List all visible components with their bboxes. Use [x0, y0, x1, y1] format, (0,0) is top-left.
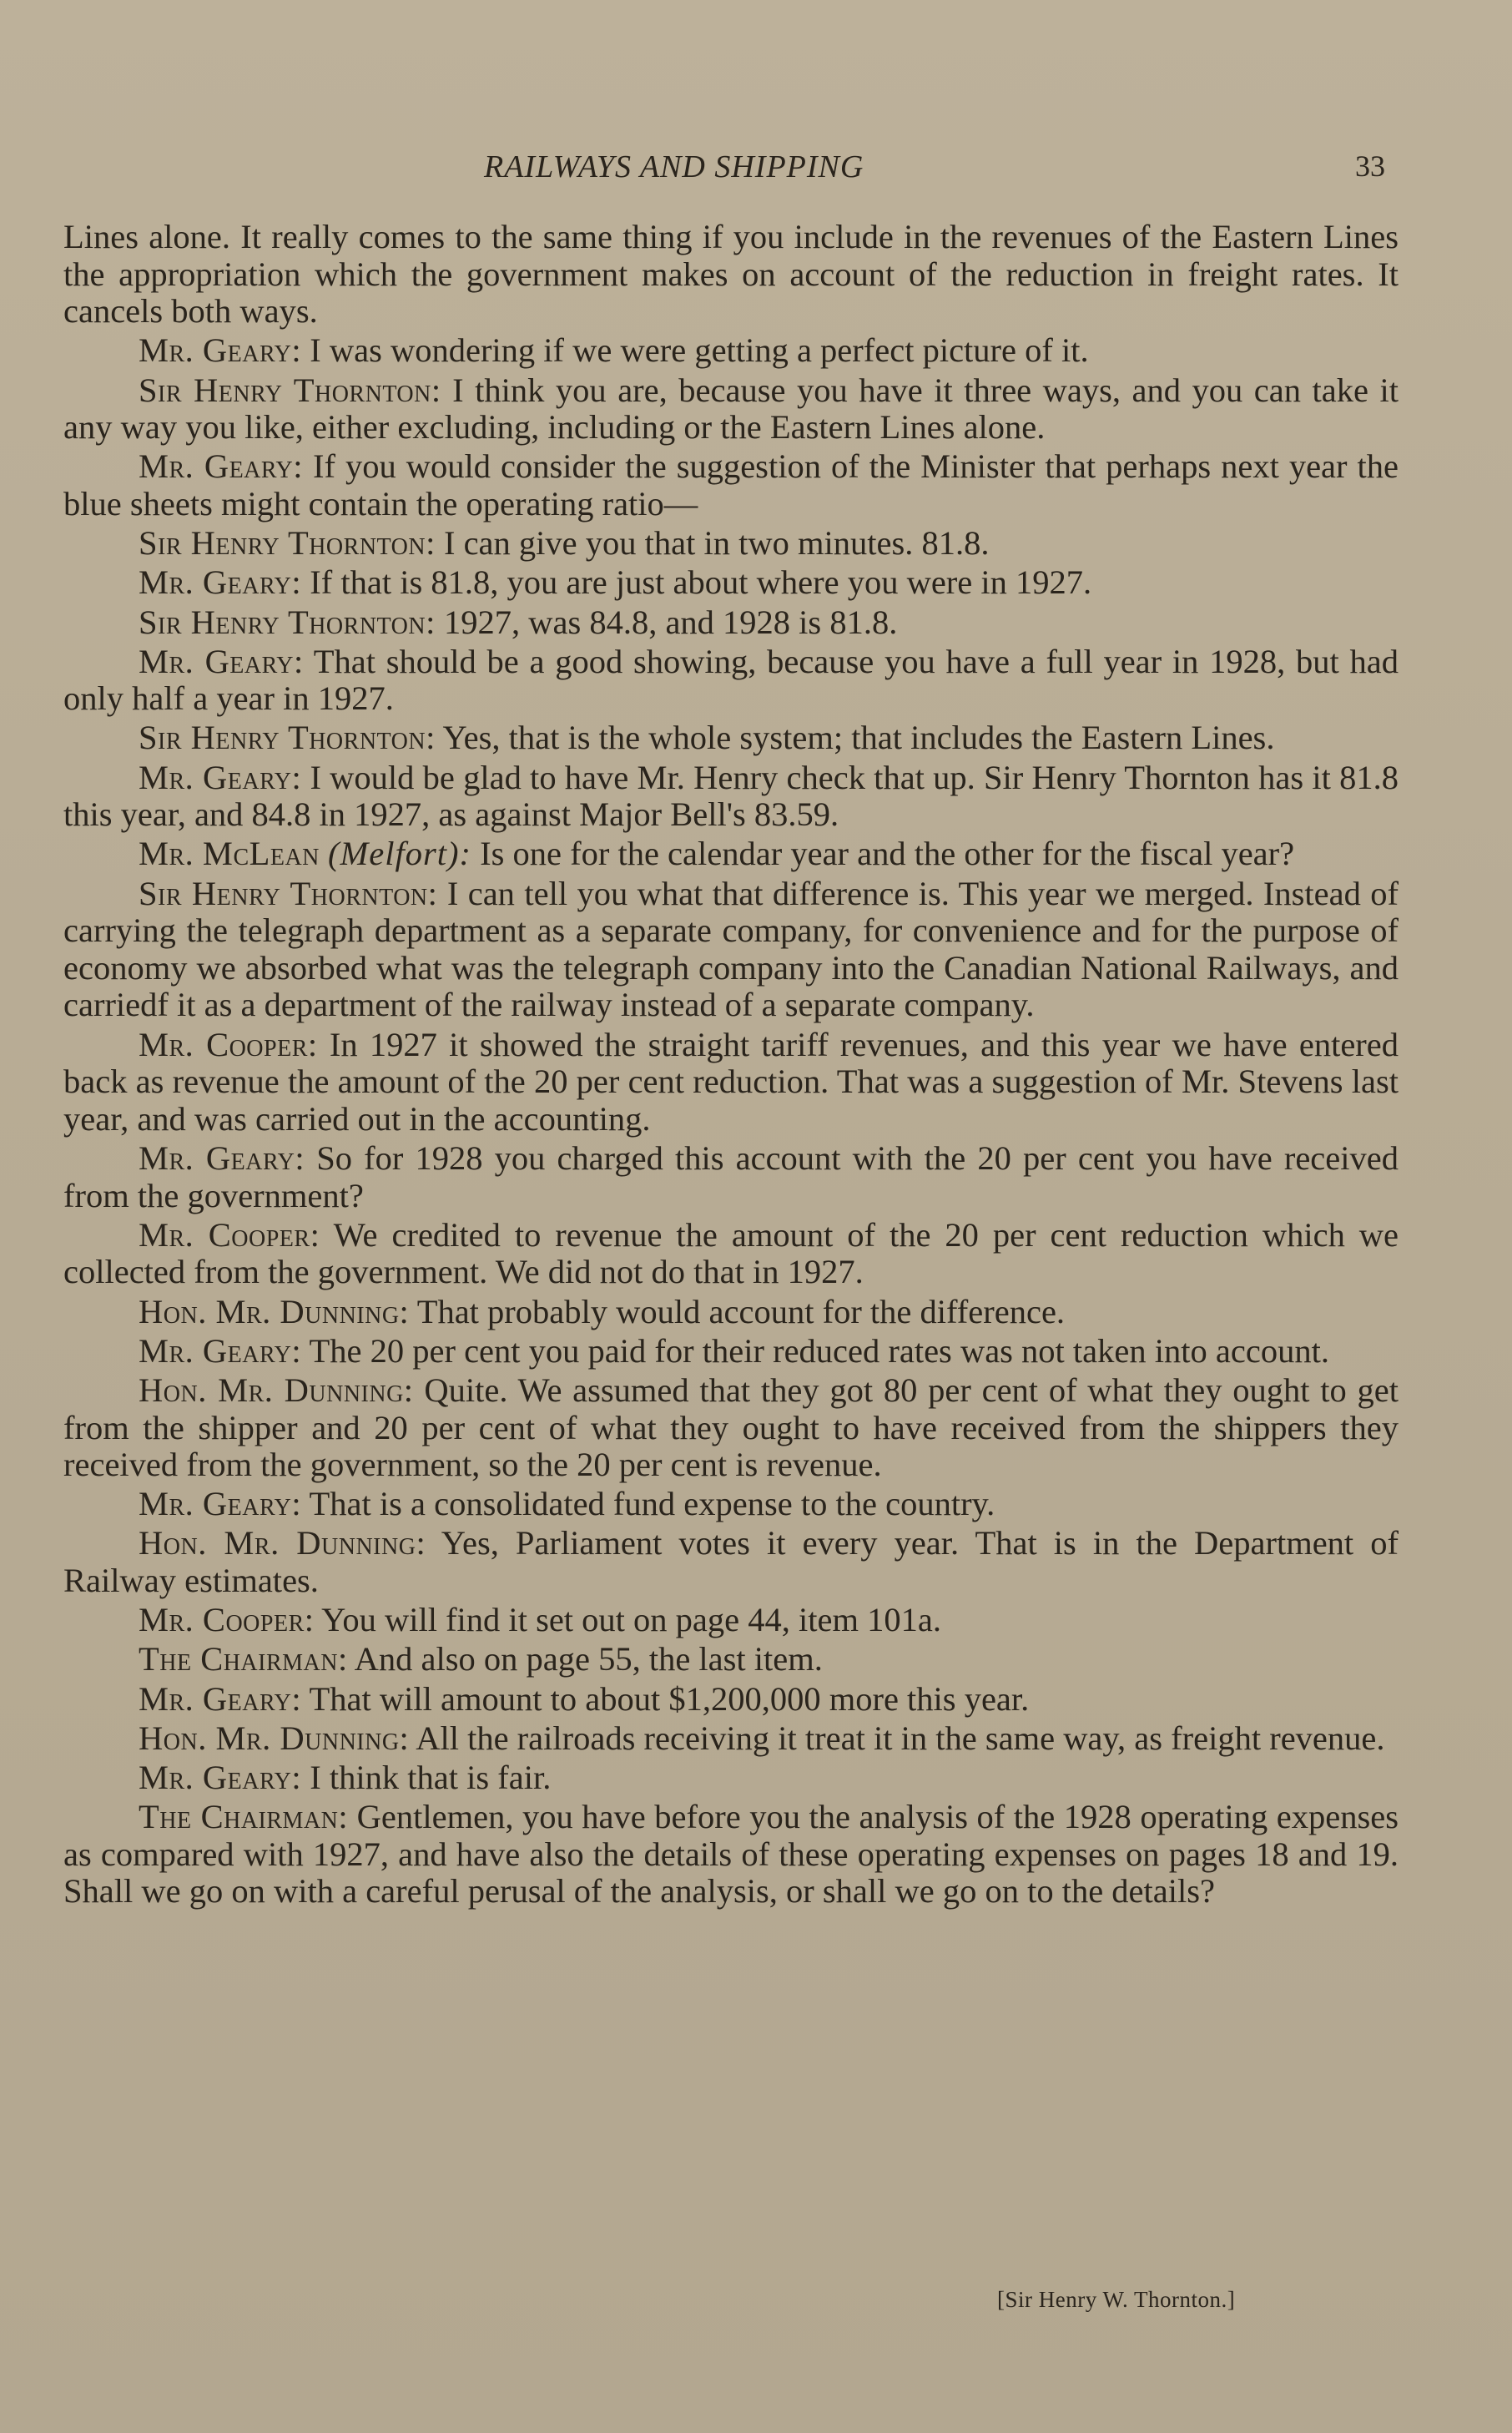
- paragraph-text: I would be glad to have Mr. Henry check that up. Sir Henry Thornton has it 81.8 this year, and 84.8 in 1927, as against Major Bell's 83.59.: [63, 758, 1399, 834]
- speaker-footnote: [Sir Henry W. Thornton.]: [997, 2287, 1236, 2312]
- speech-paragraph: [63, 1217, 1399, 1291]
- speech-paragraph: [63, 1372, 1399, 1484]
- speaker-name: Hon. Mr. Dunning:: [139, 1370, 414, 1409]
- paragraph-text: That probably would account for the difference.: [416, 1292, 1066, 1330]
- speaker-name: Mr. Geary:: [139, 447, 303, 486]
- speaker-name: Mr. Geary:: [139, 1759, 302, 1796]
- running-title: RAILWAYS AND SHIPPING: [484, 149, 864, 184]
- speech-paragraph: [63, 644, 1399, 718]
- speech-paragraph: [63, 719, 1399, 757]
- paragraph-text: In 1927 it showed the straight tariff revenues, and this year we have entered back as revenue the amount of the 20 per cent reduction. That was a suggestion of Mr. Stevens last year, and was carried out in the accounting.: [63, 1025, 1399, 1138]
- speech-paragraph: [63, 835, 1399, 873]
- speech-paragraph: [63, 1799, 1399, 1911]
- paragraph-text: 1927, was 84.8, and 1928 is 81.8.: [443, 603, 898, 641]
- paragraph-text: Yes, that is the whole system; that includes the Eastern Lines.: [442, 719, 1275, 757]
- paragraph-text: So for 1928 you charged this account with the 20 per cent you have received from the government?: [63, 1138, 1399, 1214]
- speaker-name: Mr. Geary:: [139, 331, 302, 370]
- speech-paragraph: [63, 448, 1399, 522]
- speaker-name: Hon. Mr. Dunning:: [139, 1719, 410, 1757]
- speech-paragraph: [63, 1486, 1399, 1523]
- speaker-name: Mr. Cooper:: [139, 1601, 315, 1639]
- speaker-name: Sir Henry Thornton:: [139, 371, 441, 409]
- paragraph-text: Is one for the calendar year and the other for the fiscal year?: [480, 835, 1295, 873]
- speaker-name: Sir Henry Thornton:: [139, 874, 438, 912]
- paragraph-text: I can tell you what that difference is. This year we merged. Instead of carrying the telegraph department as a separate company, for convenience and for the purpose of economy we absorbed what was the telegraph company into the Canadian National Railways, and carriedf it as a department of the railway instead of a separate company.: [63, 874, 1399, 1024]
- page-number: 33: [1355, 149, 1385, 183]
- paragraph-text: Yes, Parliament votes it every year. That is in the Department of Railway estimates.: [63, 1524, 1399, 1600]
- paragraph-text: I can give you that in two minutes. 81.8.: [443, 524, 990, 563]
- speaker-riding: (Melfort):: [328, 835, 471, 873]
- paragraph-text: That will amount to about $1,200,000 more this year.: [309, 1679, 1030, 1718]
- transcript-body: [63, 219, 1399, 1913]
- speech-paragraph: [63, 876, 1399, 1024]
- speaker-name: Mr. Geary:: [139, 642, 304, 680]
- speech-paragraph: [63, 1294, 1399, 1331]
- speaker-name: Sir Henry Thornton:: [139, 603, 436, 641]
- speech-paragraph: [63, 760, 1399, 834]
- speech-paragraph: [63, 564, 1399, 602]
- speech-paragraph: [63, 1602, 1399, 1639]
- paragraph-text: You will find it set out on page 44, item 101a.: [321, 1601, 941, 1639]
- paragraph-text: That is a consolidated fund expense to the country.: [309, 1485, 995, 1523]
- speaker-name: Mr. Geary:: [139, 758, 302, 796]
- paragraph-text: If you would consider the suggestion of the Minister that perhaps next year the blue sheets might contain the operating ratio—: [63, 447, 1399, 522]
- paragraph-text: That should be a good showing, because you have a full year in 1928, but had only half a year in 1927.: [63, 642, 1399, 718]
- speech-paragraph: [63, 332, 1399, 370]
- speaker-name: Mr. Geary:: [139, 1679, 302, 1718]
- running-header: [0, 149, 1512, 185]
- paragraph-text: I think that is fair.: [310, 1759, 552, 1796]
- speech-paragraph: [63, 525, 1399, 563]
- speech-paragraph: [63, 1027, 1399, 1138]
- speaker-name: Mr. Cooper:: [139, 1215, 320, 1254]
- speaker-name: Mr. Cooper:: [139, 1025, 318, 1063]
- speaker-name: The Chairman:: [139, 1640, 348, 1678]
- speech-paragraph: [63, 372, 1399, 447]
- speaker-name: Mr. Geary:: [139, 1331, 302, 1370]
- paragraph-text: We credited to revenue the amount of the 20 per cent reduction which we collected from the government. We did not do that in 1927.: [63, 1215, 1399, 1291]
- speech-paragraph: [63, 1525, 1399, 1599]
- paragraph-text: The 20 per cent you paid for their reduced rates was not taken into account.: [309, 1331, 1329, 1370]
- paragraph-text: All the railroads receiving it treat it in the same way, as freight revenue.: [416, 1719, 1385, 1757]
- speaker-name: The Chairman:: [139, 1798, 349, 1836]
- speaker-name: Hon. Mr. Dunning:: [139, 1524, 426, 1562]
- speaker-name: Mr. Geary:: [139, 1485, 302, 1523]
- speaker-name: Mr. Geary:: [139, 563, 302, 602]
- speaker-name: Mr. Geary:: [139, 1138, 305, 1177]
- paragraph-text: And also on page 55, the last item.: [354, 1640, 823, 1678]
- speech-paragraph: [63, 604, 1399, 642]
- speech-paragraph: [63, 1720, 1399, 1758]
- speaker-name: Hon. Mr. Dunning:: [139, 1292, 410, 1330]
- speech-paragraph: [63, 1681, 1399, 1719]
- speaker-name: Sir Henry Thornton:: [139, 719, 436, 757]
- paragraph-text: Quite. We assumed that they got 80 per cent of what they ought to get from the shipper and 20 per cent of what they ought to have received from the shippers they received from the government, so the 20 per cent is revenue.: [63, 1370, 1399, 1484]
- paragraph-text: Gentlemen, you have before you the analysis of the 1928 operating expenses as compared with 1927, and have also the details of these operating expenses on pages 18 and 19. Shall we go on with a careful perusal of the analysis, or shall we go on to the details?: [63, 1798, 1399, 1911]
- paragraph-text: Lines alone. It really comes to the same thing if you include in the revenues of the Eastern Lines the appropriation which the government makes on account of the reduction in freight rates. It cancels both ways.: [63, 218, 1399, 331]
- speaker-name: Sir Henry Thornton:: [139, 524, 436, 563]
- continuation-paragraph: [63, 219, 1399, 331]
- paragraph-text: I was wondering if we were getting a perfect picture of it.: [310, 331, 1089, 370]
- paragraph-text: If that is 81.8, you are just about where you were in 1927.: [310, 563, 1092, 602]
- speech-paragraph: [63, 1641, 1399, 1678]
- speech-paragraph: [63, 1140, 1399, 1214]
- speaker-name: Mr. McLean: [139, 835, 320, 873]
- speech-paragraph: [63, 1759, 1399, 1797]
- paragraph-text: I think you are, because you have it three ways, and you can take it any way you like, either excluding, including or the Eastern Lines alone.: [63, 371, 1399, 447]
- speech-paragraph: [63, 1333, 1399, 1370]
